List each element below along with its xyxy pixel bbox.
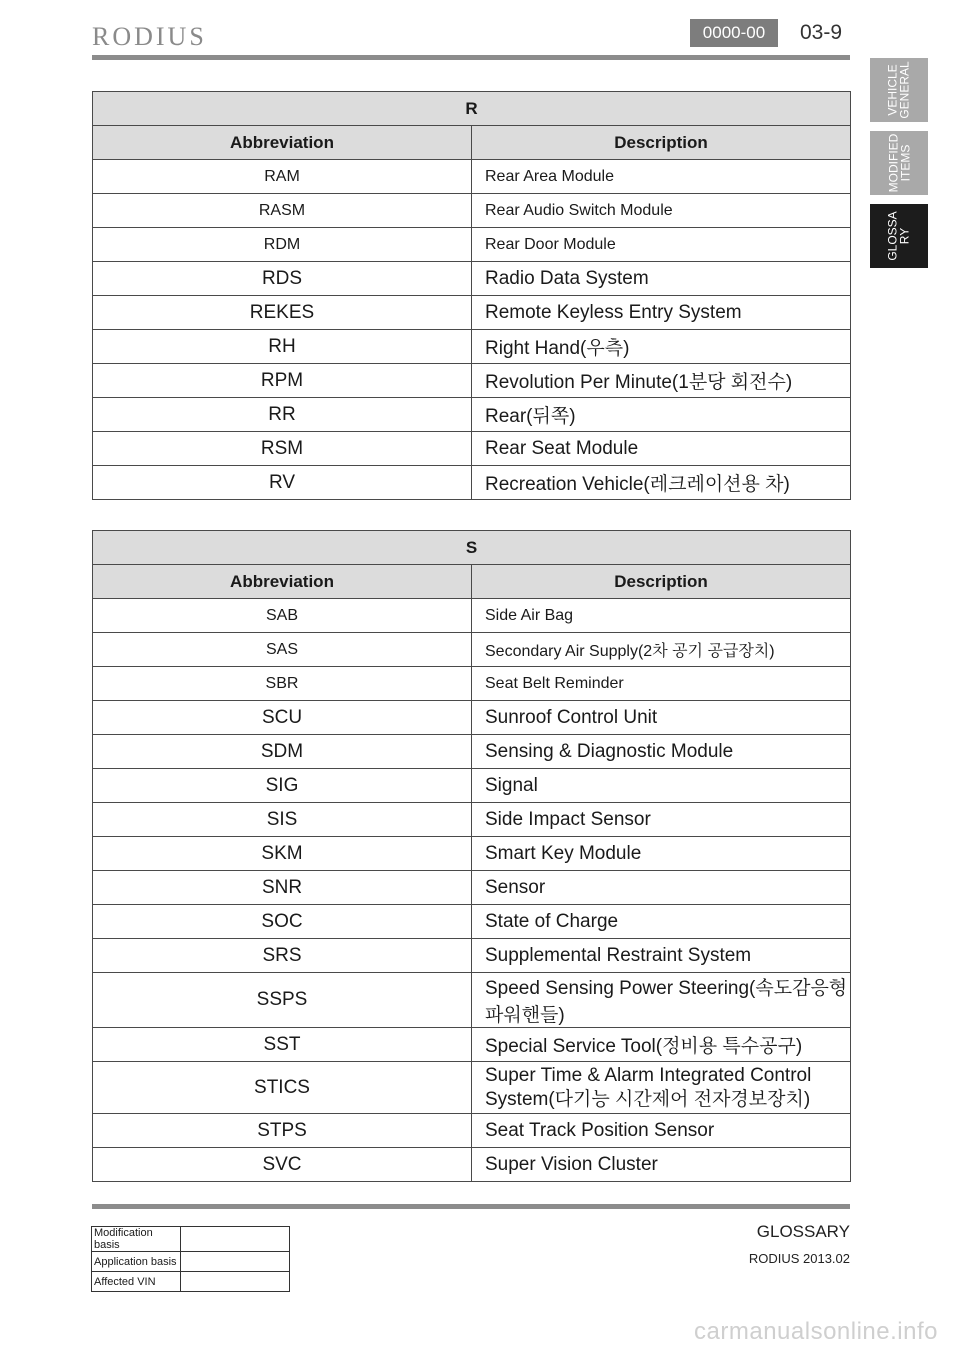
tab-vehicle-general[interactable] <box>870 58 928 122</box>
description-cell: Right Hand(우측) <box>472 330 851 364</box>
description-cell: Sensing & Diagnostic Module <box>472 735 851 769</box>
description-cell: Seat Belt Reminder <box>472 667 851 701</box>
tab-modified-items-label: MODIFIED ITEMS <box>886 133 913 193</box>
table-row <box>93 667 851 701</box>
table-row <box>93 599 851 633</box>
abbreviation-cell: SAS <box>93 633 472 667</box>
description-cell: Side Impact Sensor <box>472 803 851 837</box>
table-row <box>93 330 851 364</box>
description-cell: Smart Key Module <box>472 837 851 871</box>
table-row <box>93 769 851 803</box>
abbreviation-cell: SNR <box>93 871 472 905</box>
tab-modified-items[interactable] <box>870 131 928 195</box>
table-row <box>93 296 851 330</box>
column-header-description: Description <box>472 126 851 160</box>
abbreviation-cell: SKM <box>93 837 472 871</box>
abbreviation-cell: SVC <box>93 1148 472 1182</box>
abbreviation-cell: SBR <box>93 667 472 701</box>
brand-logo: RODIUS <box>92 22 207 51</box>
footer-divider <box>92 1204 850 1209</box>
description-cell: Remote Keyless Entry System <box>472 296 851 330</box>
abbreviation-cell: SRS <box>93 939 472 973</box>
section-letter-heading: R <box>93 92 851 126</box>
footer-model-date: RODIUS 2013.02 <box>748 1251 850 1266</box>
description-cell: Radio Data System <box>472 262 851 296</box>
application-basis-label: Application basis <box>92 1252 181 1272</box>
abbreviation-cell: STICS <box>93 1062 472 1114</box>
table-row <box>93 905 851 939</box>
table-row <box>93 228 851 262</box>
description-cell: Supplemental Restraint System <box>472 939 851 973</box>
glossary-table-s <box>92 530 851 1182</box>
modification-basis-value <box>181 1227 290 1252</box>
description-cell: Secondary Air Supply(2차 공기 공급장치) <box>472 633 851 667</box>
document-code-badge: 0000-00 <box>690 19 778 47</box>
abbreviation-cell: RH <box>93 330 472 364</box>
description-cell: Rear Audio Switch Module <box>472 194 851 228</box>
application-basis-value <box>181 1252 290 1272</box>
abbreviation-cell: REKES <box>93 296 472 330</box>
abbreviation-cell: SIG <box>93 769 472 803</box>
abbreviation-cell: STPS <box>93 1114 472 1148</box>
glossary-table-r <box>92 91 851 500</box>
table-row <box>93 398 851 432</box>
abbreviation-cell: SOC <box>93 905 472 939</box>
footer-section-title: GLOSSARY <box>756 1222 850 1241</box>
description-cell: Super Time & Alarm Integrated Control System(다기능 시간제어 전자경보장치) <box>472 1062 851 1114</box>
abbreviation-cell: SST <box>93 1028 472 1062</box>
description-cell: Sunroof Control Unit <box>472 701 851 735</box>
abbreviation-cell: SIS <box>93 803 472 837</box>
abbreviation-cell: RDS <box>93 262 472 296</box>
abbreviation-cell: RAM <box>93 160 472 194</box>
page-number: 03-9 <box>800 21 843 44</box>
description-cell: Speed Sensing Power Steering(속도감응형 파워핸들) <box>472 973 851 1028</box>
table-row <box>93 735 851 769</box>
column-header-description: Description <box>472 565 851 599</box>
table-row <box>93 803 851 837</box>
description-cell: State of Charge <box>472 905 851 939</box>
description-cell: Recreation Vehicle(레크레이션용 차) <box>472 466 851 500</box>
abbreviation-cell: RASM <box>93 194 472 228</box>
description-cell: Rear Door Module <box>472 228 851 262</box>
abbreviation-cell: SDM <box>93 735 472 769</box>
abbreviation-cell: RR <box>93 398 472 432</box>
affected-vin-value <box>181 1272 290 1292</box>
table-row <box>93 701 851 735</box>
column-header-abbreviation: Abbreviation <box>93 565 472 599</box>
table-row <box>93 160 851 194</box>
watermark-text: carmanualsonline.info <box>694 1318 938 1345</box>
header-divider <box>92 55 850 60</box>
modification-basis-label: Modification basis <box>92 1227 181 1252</box>
table-row <box>93 364 851 398</box>
section-letter-heading: S <box>93 531 851 565</box>
abbreviation-cell: RSM <box>93 432 472 466</box>
description-cell: Signal <box>472 769 851 803</box>
table-row <box>93 871 851 905</box>
description-cell: Sensor <box>472 871 851 905</box>
abbreviation-cell: RV <box>93 466 472 500</box>
table-row <box>93 1062 851 1114</box>
description-cell: Special Service Tool(정비용 특수공구) <box>472 1028 851 1062</box>
description-cell: Side Air Bag <box>472 599 851 633</box>
tab-glossary[interactable] <box>870 204 928 268</box>
table-row <box>93 1028 851 1062</box>
abbreviation-cell: SSPS <box>93 973 472 1028</box>
column-header-abbreviation: Abbreviation <box>93 126 472 160</box>
tab-vehicle-general-label: VEHICLE GENERAL <box>885 61 912 119</box>
description-cell: Rear Area Module <box>472 160 851 194</box>
table-row <box>93 837 851 871</box>
modification-info-table <box>91 1226 290 1292</box>
description-cell: Rear Seat Module <box>472 432 851 466</box>
description-cell: Super Vision Cluster <box>472 1148 851 1182</box>
table-row <box>93 194 851 228</box>
table-row <box>93 1148 851 1182</box>
table-row <box>93 973 851 1028</box>
abbreviation-cell: RDM <box>93 228 472 262</box>
abbreviation-cell: SAB <box>93 599 472 633</box>
affected-vin-label: Affected VIN <box>92 1272 181 1292</box>
table-row <box>93 466 851 500</box>
table-row <box>93 633 851 667</box>
tab-glossary-label: GLOSSA RY <box>885 211 912 261</box>
table-row <box>93 262 851 296</box>
description-cell: Seat Track Position Sensor <box>472 1114 851 1148</box>
abbreviation-cell: RPM <box>93 364 472 398</box>
table-row <box>93 939 851 973</box>
table-row <box>93 432 851 466</box>
abbreviation-cell: SCU <box>93 701 472 735</box>
table-row <box>93 1114 851 1148</box>
description-cell: Rear(뒤쪽) <box>472 398 851 432</box>
description-cell: Revolution Per Minute(1분당 회전수) <box>472 364 851 398</box>
